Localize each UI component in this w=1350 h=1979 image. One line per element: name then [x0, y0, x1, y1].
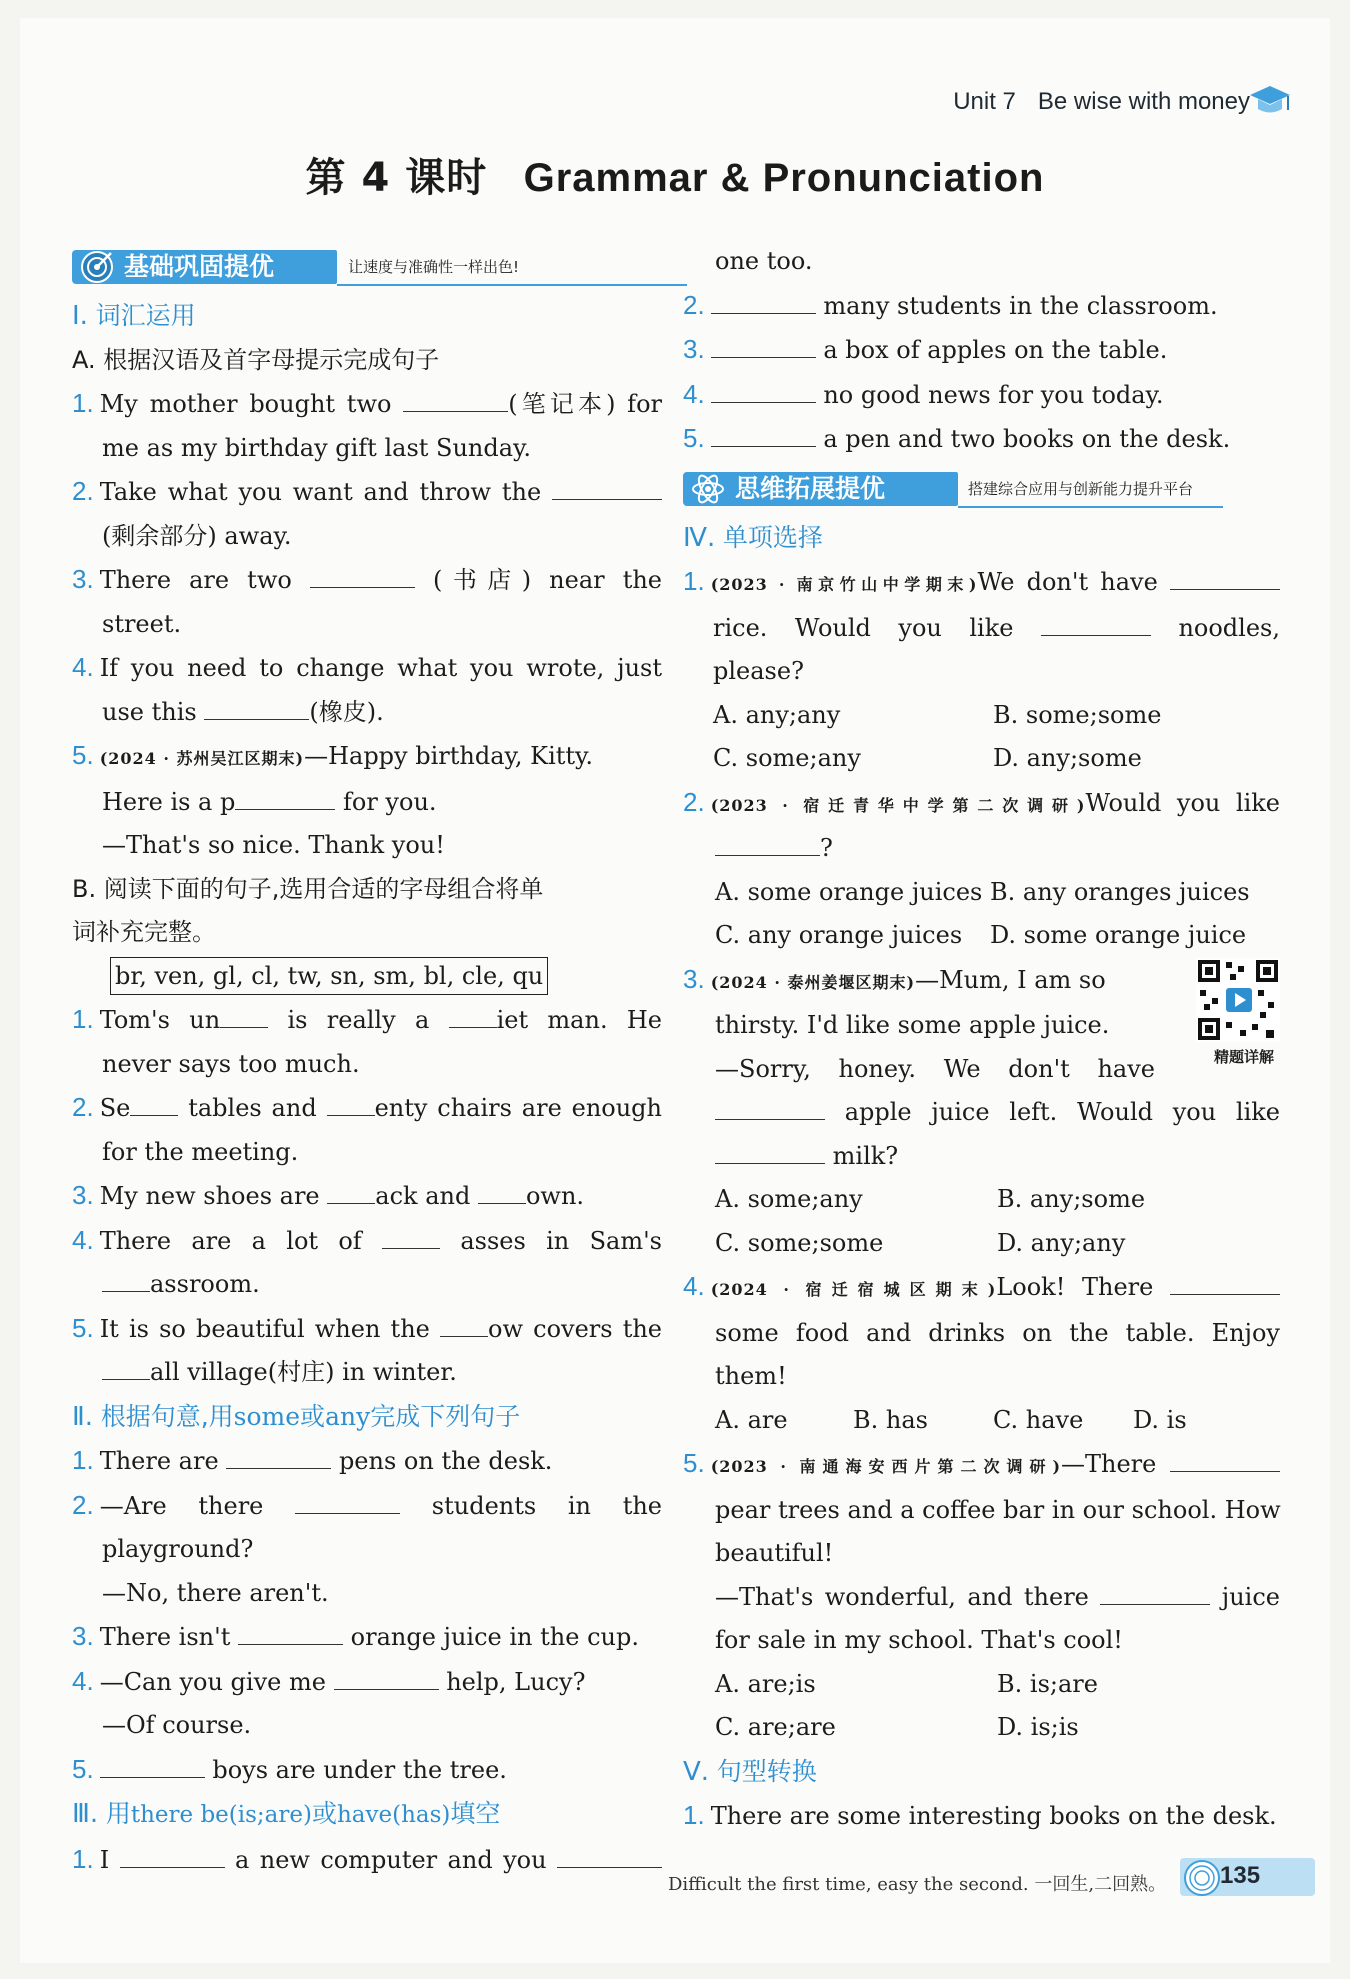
question-e3-block [683, 958, 1280, 1092]
section-3-heading [72, 1792, 662, 1838]
question-text: There are a lot of [99, 1226, 362, 1255]
section-number: Ⅴ. [683, 1756, 710, 1787]
option-c[interactable]: C. some;any [713, 744, 861, 772]
question-e1 [683, 560, 1280, 607]
answer-blank[interactable] [1170, 1449, 1280, 1472]
answer-blank[interactable] [382, 1226, 440, 1249]
question-b3 [72, 1174, 662, 1219]
unit-header [953, 88, 1250, 116]
question-number: 4. [72, 1224, 94, 1255]
question-text: There are some interesting books on the desk. [710, 1802, 1277, 1830]
unit-number: Unit 7 [953, 88, 1016, 115]
options-e2-row1 [683, 871, 1280, 915]
answer-blank[interactable] [120, 1845, 225, 1868]
answer-blank[interactable] [711, 380, 816, 403]
question-text: There isn't [99, 1623, 231, 1651]
question-text: students in the [431, 1491, 662, 1520]
question-text: a pen and two books on the desk. [823, 425, 1231, 453]
options-e3-row2 [683, 1222, 1280, 1266]
options-e5-row2 [683, 1706, 1280, 1750]
question-d1-cont: one too. [715, 247, 813, 275]
question-text: a box of apples on the table. [823, 336, 1168, 364]
section-title: 句型转换 [716, 1756, 817, 1786]
option-d[interactable]: D. any;some [993, 744, 1142, 772]
question-number: 3. [72, 1621, 94, 1651]
banner-label: 基础巩固提优 [124, 252, 275, 281]
option-b[interactable]: B. has [853, 1405, 928, 1434]
left-column [72, 240, 662, 1882]
question-text: There are two [99, 566, 292, 594]
question-a5 [72, 734, 662, 781]
letter-combination-box: br, ven, gl, cl, tw, sn, sm, bl, cle, qu [110, 957, 548, 995]
question-text: a new computer and you [235, 1845, 547, 1874]
option-c[interactable]: C. are;are [715, 1713, 836, 1741]
question-c4 [72, 1660, 662, 1705]
page-number: 135 [1220, 1862, 1261, 1889]
answer-blank[interactable] [711, 291, 816, 314]
question-text: is really a [287, 1006, 430, 1034]
question-text: iet man. He [496, 1006, 662, 1034]
answer-blank[interactable] [715, 833, 820, 856]
question-c2-reply: —No, there aren't. [102, 1578, 329, 1607]
question-text: Tom's un [99, 1006, 221, 1034]
question-d1 [72, 1838, 662, 1883]
option-a[interactable]: A. are [715, 1405, 788, 1434]
answer-blank[interactable] [1100, 1582, 1210, 1605]
question-e4 [683, 1265, 1280, 1312]
answer-blank[interactable] [715, 1097, 825, 1120]
question-source: (2023 · 南京竹山中学期末) [710, 575, 978, 594]
question-text: own. [525, 1182, 585, 1210]
atom-icon [689, 470, 727, 508]
question-number: 1. [683, 566, 705, 596]
section-title: there be(is;are) [130, 1802, 312, 1828]
banner-rule [337, 284, 687, 286]
answer-blank[interactable] [295, 1491, 400, 1514]
question-e5-cont: pear trees and a coffee bar in our school. How [715, 1495, 1281, 1524]
question-a1 [72, 382, 662, 427]
answer-blank[interactable] [334, 1667, 439, 1690]
question-text: for you. [343, 787, 437, 816]
question-e3-cont2 [683, 1091, 1280, 1135]
option-c[interactable]: C. any orange juices [715, 921, 963, 949]
question-a5-cont [72, 781, 662, 825]
options-e3-row1 [683, 1178, 1280, 1222]
footer-proverb: Difficult the first time, easy the second. 一回生,二回熟。 [668, 1874, 1167, 1895]
question-c4-reply: —Of course. [102, 1711, 252, 1739]
option-a[interactable]: A. some;any [715, 1185, 863, 1213]
question-text: If you need to change what you wrote, just [99, 654, 662, 682]
question-text: boys are under the tree. [212, 1755, 507, 1784]
section-number: Ⅰ. [72, 301, 88, 331]
section-title: have(has) [336, 1802, 451, 1828]
answer-blank[interactable] [235, 787, 335, 810]
question-b5-cont [72, 1351, 662, 1395]
question-text: use this [102, 697, 197, 726]
question-f1 [683, 1794, 1280, 1839]
option-a[interactable]: A. some orange juices [715, 877, 983, 906]
question-c1 [72, 1439, 662, 1484]
answer-blank[interactable] [440, 1314, 488, 1337]
lesson-topic: Grammar & Pronunciation [523, 156, 1045, 200]
part-b-instruction-cont: 词补充完整。 [72, 918, 216, 946]
question-text: pens on the desk. [338, 1447, 553, 1475]
swirl-icon [1182, 1858, 1222, 1898]
question-number: 3. [683, 334, 705, 364]
question-number: 1. [72, 388, 94, 418]
question-number: 2. [72, 1489, 94, 1520]
question-number: 5. [72, 1312, 94, 1343]
section-number: Ⅲ. [72, 1799, 99, 1829]
question-b1 [72, 998, 662, 1043]
question-number: 3. [72, 564, 94, 594]
section-number: Ⅳ. [683, 522, 716, 553]
question-e4-cont2: them! [715, 1362, 787, 1390]
question-e3-cont: thirsty. I'd like some apple juice. [715, 1011, 1110, 1039]
answer-blank[interactable] [327, 1181, 375, 1204]
basic-consolidation-banner [72, 244, 662, 288]
options-e2-row2 [683, 914, 1280, 958]
question-number: 3. [72, 1180, 94, 1210]
answer-blank[interactable] [478, 1181, 526, 1204]
answer-blank[interactable] [711, 335, 816, 358]
question-text: —That's wonderful, and there [715, 1582, 1089, 1611]
question-source: (2023 · 宿迁青华中学第二次调研) [710, 795, 1086, 815]
question-b4-cont [72, 1263, 662, 1307]
question-a2 [72, 470, 662, 515]
question-number: 2. [72, 476, 94, 506]
section-title: any [325, 1401, 371, 1431]
question-hint: (笔记本) for [508, 390, 662, 418]
part-a-instruction: A. 根据汉语及首字母提示完成句子 [72, 345, 440, 374]
question-number: 4. [683, 378, 705, 409]
question-number: 5. [683, 1448, 705, 1478]
question-text: help, Lucy? [446, 1667, 586, 1696]
banner-rule [958, 506, 1223, 508]
question-text: assroom. [150, 1270, 260, 1298]
answer-blank[interactable] [557, 1845, 662, 1868]
option-d[interactable]: D. any;any [997, 1228, 1126, 1257]
target-icon [78, 248, 116, 286]
question-e5-reply [683, 1576, 1280, 1620]
section-title: 完成下列句子 [370, 1401, 521, 1431]
answer-blank[interactable] [102, 1357, 150, 1380]
question-source: (2023 · 南通海安西片第二次调研) [710, 1457, 1062, 1476]
question-text: tables and [188, 1094, 317, 1122]
question-text: noodles, [1178, 613, 1280, 642]
thinking-extension-banner [683, 466, 1280, 510]
section-title: 填空 [450, 1799, 501, 1828]
question-number: 1. [683, 1800, 705, 1830]
question-text: milk? [832, 1141, 899, 1170]
question-number: 1. [72, 1843, 94, 1874]
question-number: 4. [72, 652, 94, 682]
question-d2 [683, 284, 1280, 329]
question-b5 [72, 1307, 662, 1352]
question-number: 2. [72, 1092, 94, 1122]
question-source: (2024 · 宿迁宿城区期末) [710, 1280, 997, 1299]
option-b[interactable]: B. is;are [997, 1669, 1098, 1698]
option-b[interactable]: B. any;some [997, 1185, 1146, 1213]
part-b-instruction: B. 阅读下面的句子,选用合适的字母组合将单 [72, 874, 544, 903]
qr-caption: 精题详解 [1213, 1047, 1274, 1066]
banner-subtitle: 搭建综合应用与创新能力提升平台 [968, 479, 1194, 498]
option-b[interactable]: B. any oranges juices [990, 877, 1250, 906]
question-text: My mother bought two [99, 390, 392, 418]
question-a4 [72, 646, 662, 691]
options-e4 [683, 1399, 1280, 1443]
graduation-cap-icon [1248, 80, 1292, 120]
section-number: Ⅱ. [72, 1401, 94, 1432]
question-a5-reply: —That's so nice. Thank you! [102, 831, 445, 859]
question-text: —Are there [99, 1491, 264, 1520]
question-e3 [683, 958, 1280, 1005]
question-text: apple juice left. Would you like [844, 1098, 1280, 1126]
question-text: Take what you want and throw the [99, 478, 542, 506]
answer-blank[interactable] [130, 1093, 178, 1116]
question-text: I [99, 1845, 110, 1874]
question-text: rice. Would you like [713, 613, 1014, 642]
question-text: ack and [375, 1182, 471, 1210]
question-source: (2024 · 泰州姜堰区期末) [710, 972, 916, 992]
option-b[interactable]: B. some;some [993, 700, 1162, 729]
section-title: some [233, 1401, 301, 1431]
unit-topic: Be wise with money [1037, 88, 1250, 115]
question-text: no good news for you today. [823, 380, 1164, 409]
question-number: 1. [72, 1004, 94, 1034]
question-source: (2024 · 苏州吴江区期末) [99, 749, 305, 768]
question-text: Here is a p [102, 787, 236, 816]
question-b1-cont: never says too much. [102, 1049, 360, 1078]
section-2-heading [72, 1395, 662, 1440]
option-a[interactable]: A. are;is [715, 1669, 816, 1698]
section-title: 根据句意,用 [100, 1401, 234, 1431]
answer-blank[interactable] [449, 1005, 497, 1028]
question-a3 [72, 558, 662, 603]
right-column [683, 240, 1280, 1839]
section-title: 单项选择 [722, 522, 823, 552]
question-number: 2. [683, 289, 705, 320]
question-e5-reply-cont: for sale in my school. That's cool! [715, 1626, 1123, 1654]
answer-blank[interactable] [226, 1446, 331, 1469]
options-e1-row2 [683, 737, 1280, 781]
option-d[interactable]: D. is [1133, 1405, 1187, 1434]
answer-blank[interactable] [238, 1622, 343, 1645]
answer-blank[interactable] [220, 1005, 268, 1028]
answer-blank[interactable] [1170, 1272, 1280, 1295]
option-c[interactable]: C. some;some [715, 1228, 884, 1257]
question-text: asses in Sam's [460, 1226, 662, 1255]
answer-blank[interactable] [1170, 567, 1280, 590]
question-e3-reply: —Sorry, honey. We don't have [715, 1054, 1155, 1083]
section-title: 或 [311, 1799, 337, 1828]
question-number: 3. [683, 963, 705, 994]
question-hint: (橡皮). [309, 697, 384, 726]
question-e5-cont2: beautiful! [715, 1539, 834, 1567]
option-c[interactable]: C. have [993, 1405, 1084, 1434]
question-text: all village(村庄) in winter. [150, 1358, 457, 1386]
question-number: 2. [683, 786, 705, 817]
question-text: many students in the classroom. [823, 291, 1218, 320]
question-text: Look! There [996, 1273, 1154, 1301]
question-b2-cont: for the meeting. [102, 1137, 299, 1166]
question-number: 4. [683, 1271, 705, 1301]
question-e5 [683, 1442, 1280, 1489]
question-text: Would you like [1085, 788, 1280, 817]
question-text: enty chairs are enough [374, 1094, 663, 1122]
answer-blank[interactable] [1041, 613, 1151, 636]
option-d[interactable]: D. is;is [997, 1713, 1079, 1741]
question-c2-cont: playground? [102, 1535, 254, 1563]
question-text: —There [1061, 1450, 1157, 1478]
question-text: ow covers the [488, 1314, 662, 1343]
question-number: 5. [72, 1753, 94, 1784]
banner-label: 思维拓展提优 [735, 473, 886, 503]
answer-blank[interactable] [204, 697, 309, 720]
option-d[interactable]: D. some orange juice [990, 921, 1247, 949]
question-text: —Mum, I am so [915, 965, 1106, 994]
answer-blank[interactable] [711, 424, 816, 447]
question-b2 [72, 1086, 662, 1131]
question-e1-cont [683, 607, 1280, 651]
answer-blank[interactable] [403, 389, 508, 412]
question-c3 [72, 1615, 662, 1660]
question-e4-cont: some food and drinks on the table. Enjoy [715, 1318, 1280, 1347]
question-a1-cont: me as my birthday gift last Sunday. [102, 433, 532, 462]
question-d3 [683, 328, 1280, 373]
question-hint: (书店) near the [433, 566, 663, 594]
answer-blank[interactable] [327, 1093, 375, 1116]
section-title: 词汇运用 [95, 301, 196, 330]
question-number: 5. [683, 423, 705, 453]
question-text: Se [99, 1094, 131, 1122]
question-number: 1. [72, 1445, 94, 1475]
question-e2 [683, 781, 1280, 828]
options-e1-row1 [683, 694, 1280, 738]
question-text: —Happy birthday, Kitty. [304, 742, 594, 770]
question-e3-cont3 [683, 1135, 1280, 1179]
section-4-heading [683, 516, 1280, 561]
question-number: 5. [72, 740, 94, 770]
answer-blank[interactable] [552, 477, 662, 500]
lesson-number: 第 4 课时 [305, 155, 488, 201]
question-text: My new shoes are [99, 1182, 320, 1210]
answer-blank[interactable] [100, 1755, 205, 1778]
lesson-title [0, 146, 1350, 203]
answer-blank[interactable] [102, 1269, 150, 1292]
question-c2 [72, 1484, 662, 1529]
section-1-heading [72, 294, 662, 339]
question-a3-cont: street. [102, 609, 182, 638]
question-e1-cont2: please? [713, 657, 804, 685]
question-text: ? [820, 834, 833, 862]
question-c5 [72, 1748, 662, 1793]
section-title: 或 [300, 1401, 326, 1431]
answer-blank[interactable] [715, 1141, 825, 1164]
question-d5 [683, 417, 1280, 462]
question-a4-cont [72, 691, 662, 735]
question-text: —Can you give me [99, 1667, 326, 1696]
question-text: There are [99, 1447, 219, 1475]
qr-code-icon[interactable] [1196, 958, 1280, 1042]
question-d4 [683, 373, 1280, 418]
question-text: We don't have [977, 568, 1158, 596]
section-title: 用 [105, 1799, 131, 1828]
question-text: orange juice in the cup. [350, 1623, 639, 1651]
question-a2-cont: (剩余部分) away. [102, 521, 292, 550]
question-e2-cont [683, 827, 1280, 871]
question-number: 4. [72, 1665, 94, 1696]
question-b4 [72, 1219, 662, 1264]
section-5-heading [683, 1750, 1280, 1795]
option-a[interactable]: A. any;any [713, 700, 841, 729]
question-text: It is so beautiful when the [99, 1314, 430, 1343]
question-text: juice [1221, 1582, 1280, 1611]
options-e5-row1 [683, 1663, 1280, 1707]
answer-blank[interactable] [310, 565, 415, 588]
banner-subtitle: 让速度与准确性一样出色! [348, 258, 520, 276]
